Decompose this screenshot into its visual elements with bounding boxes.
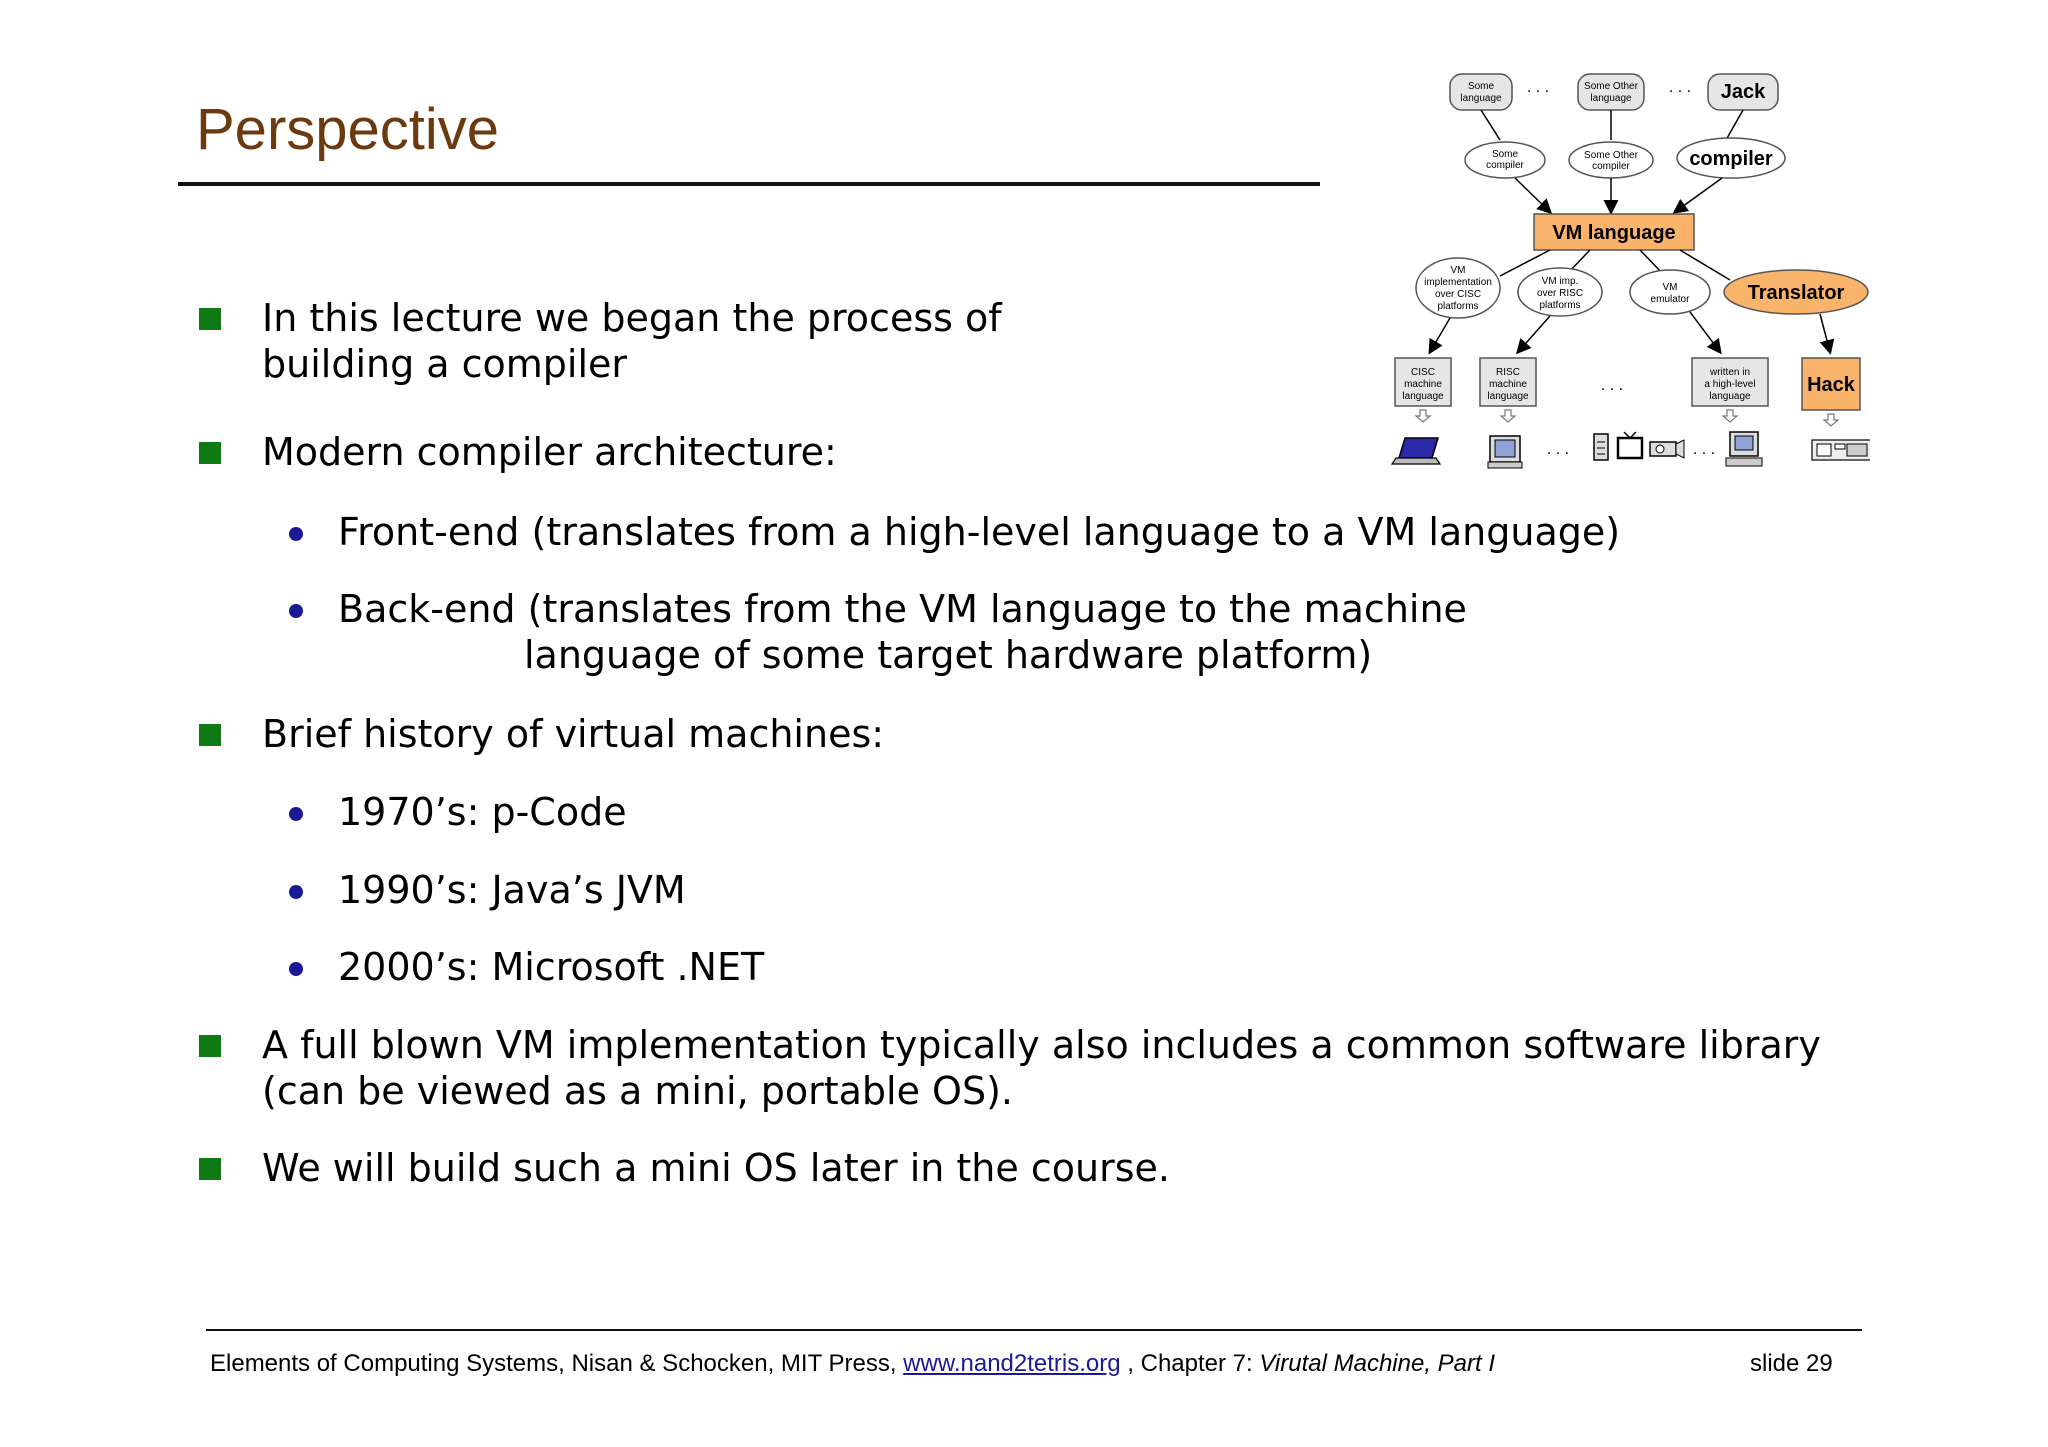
phone-icon [1594,434,1608,460]
title-divider [178,182,1320,186]
compiler-label: Some Other [1584,150,1638,161]
hack-computer-icon [1812,440,1870,460]
language-box-some [1450,74,1512,110]
compiler-cloud-jack [1677,138,1785,178]
bullet-text: In this lecture we began the process of [262,296,1002,340]
round-bullet-icon [289,604,303,618]
bullet-text: We will build such a mini OS later in the course. [262,1146,1170,1190]
impl-label: platforms [1539,300,1581,311]
impl-label: implementation [1424,277,1492,288]
bullet-text: (can be viewed as a mini, portable OS). [262,1069,1013,1113]
bullet-text: Brief history of virtual machines: [262,712,885,756]
compiler-label: compiler [1486,160,1524,171]
target-label: language [1709,391,1751,402]
impl-label: VM imp. [1541,276,1579,287]
impl-label: over RISC [1536,288,1584,299]
compiler-cloud-some [1465,142,1545,178]
ellipsis: . . . [1546,441,1570,458]
target-box-hack [1802,358,1860,410]
compiler-label: Some [1491,149,1519,160]
translator-label: Translator [1747,282,1845,304]
sub-bullet-text: 2000’s: Microsoft .NET [338,945,765,989]
impl-label: over CISC [1434,289,1482,300]
square-bullet-icon [199,308,221,330]
footer-chapter-title: Virutal Machine, Part I [1259,1350,1496,1377]
laptop-icon [1392,438,1440,464]
sub-bullet-text: 1970’s: p-Code [338,790,627,834]
target-box-cisc [1395,358,1451,406]
square-bullet-icon [199,442,221,464]
ellipsis: . . . [1692,441,1716,458]
workstation-icon [1726,432,1762,466]
round-bullet-icon [289,962,303,976]
impl-label: emulator [1650,294,1690,305]
slide-title: Perspective [196,97,500,162]
language-label: Jack [1720,81,1766,103]
language-label: Some [1467,81,1495,92]
target-box-high-level [1692,358,1768,406]
target-label: RISC [1496,367,1520,378]
square-bullet-icon [199,724,221,746]
bullet-text: A full blown VM implementation typically also includes a common software library [262,1023,1821,1067]
sub-bullet-text: language of some target hardware platform) [524,633,1373,677]
footer-text: Elements of Computing Systems, Nisan & Schocken, MIT Press, [210,1350,904,1377]
sub-bullet-text: Front-end (translates from a high-level language to a VM language) [338,510,1621,554]
target-label: written in [1709,367,1751,378]
target-label: machine [1489,379,1527,390]
vm-language-label: VM language [1552,222,1676,244]
target-label: a high-level [1704,379,1756,390]
compiler-label: compiler [1689,148,1773,170]
ellipsis: . . . [1668,79,1692,96]
compiler-architecture-diagram [1350,62,1870,482]
target-label: Hack [1807,374,1855,396]
target-label: machine [1404,379,1442,390]
impl-label: VM [1450,265,1466,276]
compiler-label: compiler [1592,161,1630,172]
ellipsis: . . . [1526,79,1550,96]
impl-label: platforms [1437,301,1479,312]
desktop-computer-icon [1488,436,1522,468]
vm-language-box [1534,214,1694,250]
language-label: language [1460,93,1502,104]
round-bullet-icon [289,807,303,821]
compiler-cloud-some-other [1569,142,1653,178]
bullet-text: Modern compiler architecture: [262,430,837,474]
footer-text: , Chapter 7: [1120,1350,1260,1377]
impl-cloud-emulator [1630,270,1710,314]
bullet-text: building a compiler [262,342,628,386]
language-box-jack [1708,74,1778,110]
slide-number: slide 29 [1750,1350,1833,1377]
footer-divider [206,1329,1862,1331]
round-bullet-icon [289,527,303,541]
target-box-risc [1480,358,1536,406]
sub-bullet-text: 1990’s: Java’s JVM [338,868,686,912]
impl-label: VM [1662,282,1678,293]
impl-cloud-cisc [1416,258,1500,318]
sub-bullet-text: Back-end (translates from the VM language to the machine [338,587,1467,631]
camcorder-icon [1650,440,1684,458]
round-bullet-icon [289,885,303,899]
square-bullet-icon [199,1035,221,1057]
language-label: Some Other [1584,81,1638,92]
language-box-some-other [1578,74,1644,110]
target-label: language [1487,391,1529,402]
target-label: CISC [1411,367,1435,378]
ellipsis: . . . [1600,377,1624,394]
footer [210,1350,1495,1378]
square-bullet-icon [199,1158,221,1180]
target-label: language [1402,391,1444,402]
language-label: language [1590,93,1632,104]
impl-cloud-risc [1518,268,1602,316]
tv-icon [1618,432,1642,458]
footer-link[interactable]: www.nand2tetris.org [903,1350,1121,1377]
translator-cloud [1724,270,1868,314]
